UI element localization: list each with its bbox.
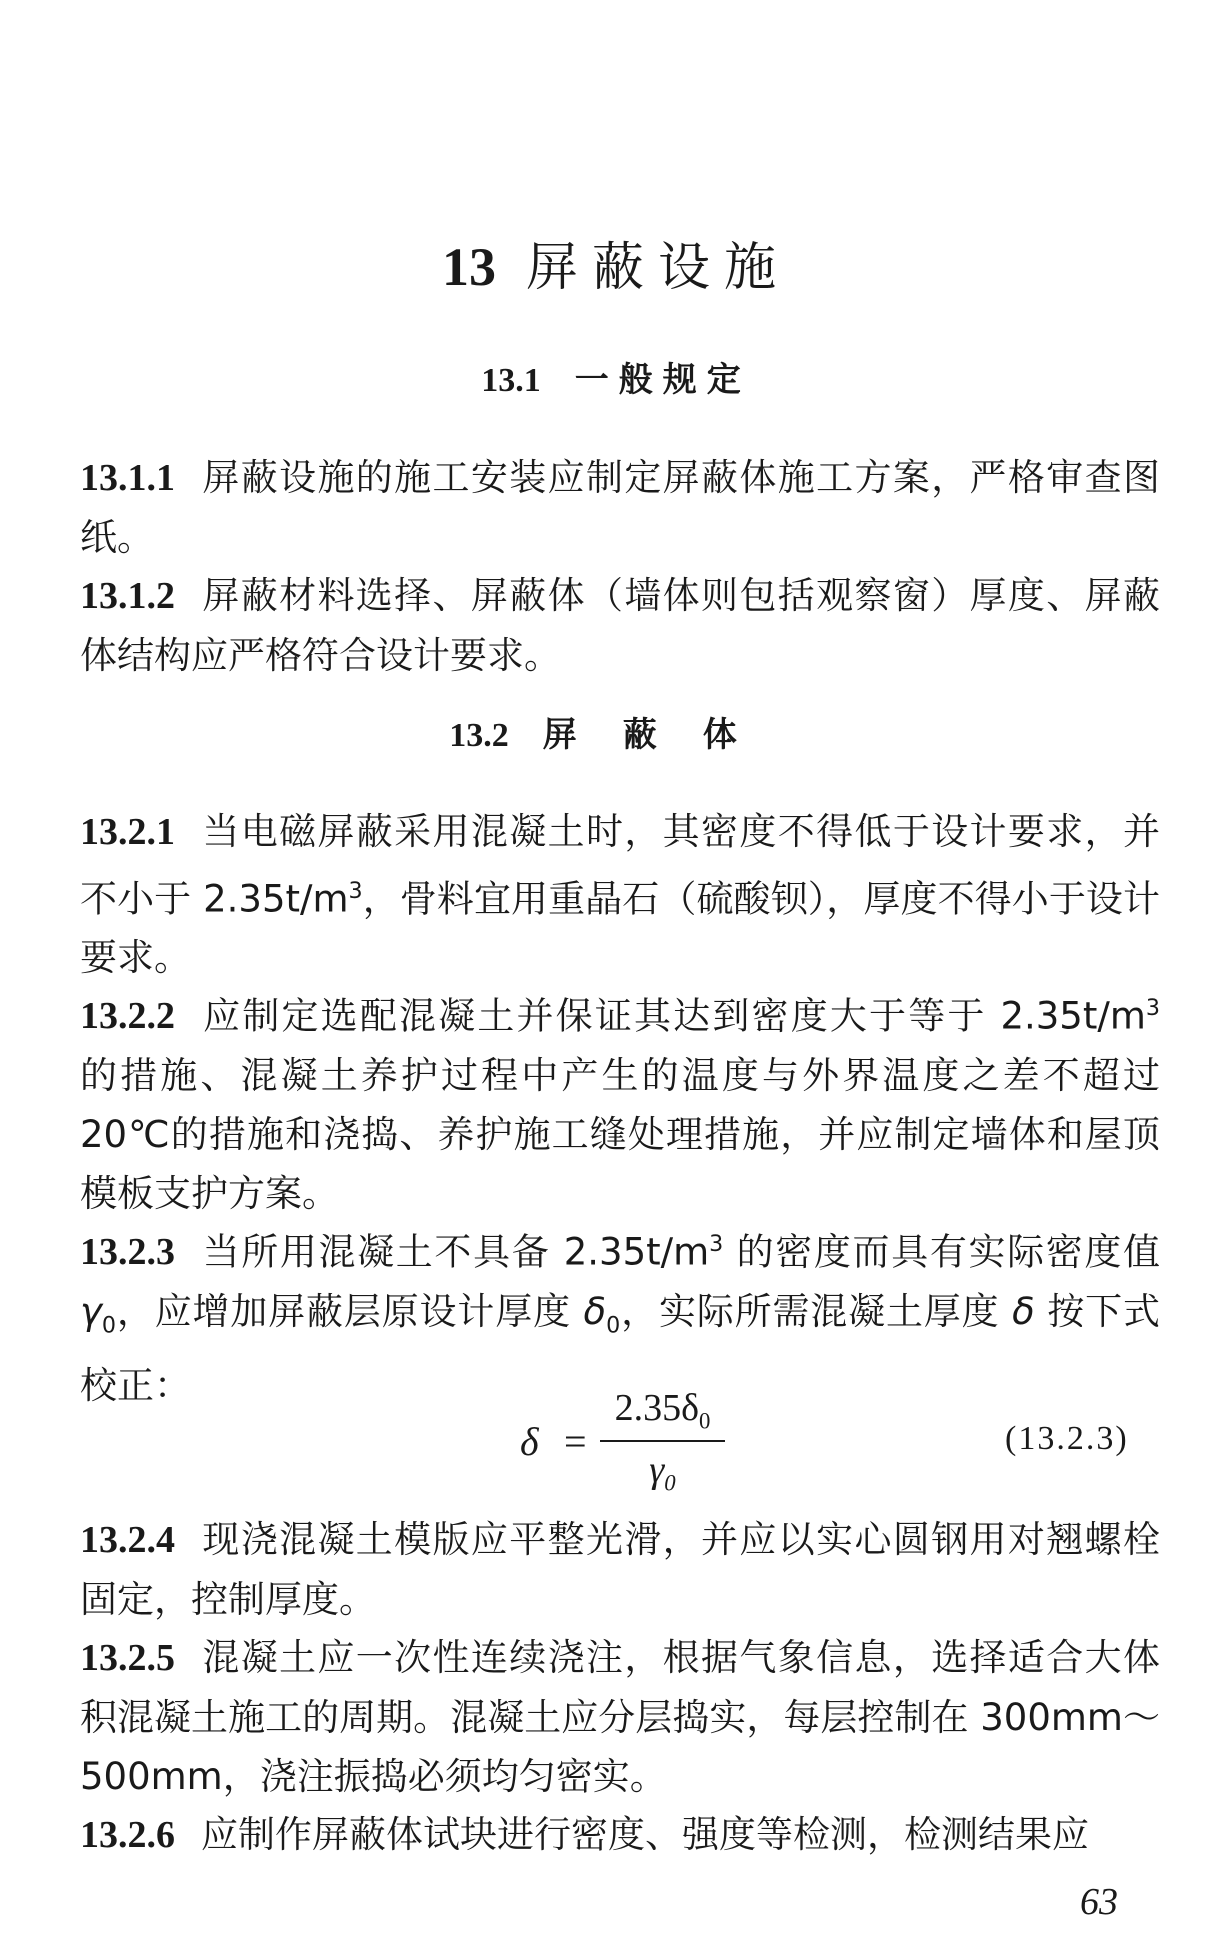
formula-number: (13.2.3) <box>1005 1420 1129 1457</box>
clause-number: 13.2.2 <box>80 995 175 1038</box>
clause-text: 屏蔽材料选择、屏蔽体（墙体则包括观察窗）厚度、屏蔽体结构应严格符合设计要求。 <box>80 574 1160 677</box>
clause-13-2-1 <box>80 802 1160 987</box>
clause-number: 13.2.1 <box>80 811 175 853</box>
section-title-13-1 <box>0 352 1232 401</box>
chapter-title-text: 屏蔽设施 <box>525 238 790 298</box>
clause-text: 应制定选配混凝土并保证其达到密度大于等于 2.35t/m <box>201 994 1146 1038</box>
subscript-zero: 0 <box>606 1312 621 1339</box>
subscript-zero: 0 <box>699 1408 711 1434</box>
chapter-title <box>0 225 1232 300</box>
clause-13-1-1 <box>80 448 1160 567</box>
clause-text: ，骨料宜用重晶石（硫酸钡），厚度不得小于设计要求。 <box>80 877 1160 980</box>
superscript-cube: 3 <box>348 878 363 904</box>
delta-symbol: δ <box>583 1290 607 1334</box>
section-title-13-2 <box>0 707 1232 756</box>
clause-text: ，实际所需混凝土厚度 <box>620 1290 1013 1334</box>
clause-text: 应制作屏蔽体试块进行密度、强度等检测，检测结果应 <box>201 1813 1089 1856</box>
gamma-symbol: γ <box>80 1290 102 1334</box>
formula-fraction <box>600 1386 725 1497</box>
clause-number: 13.1.1 <box>80 457 175 499</box>
subscript-zero: 0 <box>664 1470 676 1496</box>
clause-text: 屏蔽设施的施工安装应制定屏蔽体施工方案，严格审查图纸。 <box>80 456 1160 559</box>
formula-equals: = <box>564 1419 587 1464</box>
formula-13-2-3 <box>500 1386 1180 1506</box>
clause-text: 按下式校正： <box>80 1290 1161 1407</box>
clause-13-2-4 <box>80 1510 1160 1629</box>
clause-13-2-3 <box>80 1215 1160 1415</box>
section-number: 13.2 <box>449 717 509 754</box>
clause-text: ，应增加屏蔽层原设计厚度 <box>116 1290 584 1334</box>
clause-number: 13.2.4 <box>80 1519 175 1561</box>
clause-text: 混凝土应一次性连续浇注，根据气象信息，选择适合大体积混凝土施工的周期。混凝土应分层捣实，每层控制在 300mm～500mm，浇注振捣必须均匀密实。 <box>80 1636 1160 1798</box>
page-number: 63 <box>1080 1881 1118 1923</box>
clause-13-1-2 <box>80 566 1160 685</box>
clause-text: 当电磁屏蔽采用混凝土时，其密度不得低于设计要求，并不小于 2.35t/m <box>80 810 1160 921</box>
clause-13-2-5 <box>80 1628 1160 1806</box>
chapter-number: 13 <box>441 237 496 297</box>
fraction-bar <box>600 1440 725 1442</box>
section-number: 13.1 <box>481 362 541 399</box>
formula-lhs: δ <box>520 1419 539 1464</box>
clause-number: 13.2.6 <box>80 1814 175 1856</box>
clause-number: 13.2.5 <box>80 1637 175 1679</box>
clause-text: 现浇混凝土模版应平整光滑，并应以实心圆钢用对翘螺栓固定，控制厚度。 <box>80 1518 1160 1621</box>
section-title-text: 屏蔽体 <box>542 715 783 755</box>
formula-numerator <box>600 1386 725 1436</box>
section-title-text: 一般规定 <box>574 360 751 400</box>
clause-number: 13.2.3 <box>80 1231 175 1274</box>
clause-text: 的密度而具有实际密度值 <box>723 1230 1160 1274</box>
clause-text: 的措施、混凝土养护过程中产生的温度与外界温度之差不超过 20℃的措施和浇捣、养护施工缝处理措施，并应制定墙体和屋顶模板支护方案。 <box>80 1054 1160 1216</box>
subscript-zero: 0 <box>101 1312 117 1339</box>
clause-13-2-6 <box>80 1805 1160 1865</box>
clause-number: 13.1.2 <box>80 575 175 617</box>
denominator-text: γ <box>649 1449 665 1491</box>
clause-13-2-2 <box>80 979 1160 1223</box>
clause-text: 当所用混凝土不具备 2.35t/m <box>201 1230 710 1274</box>
formula-denominator <box>600 1448 725 1497</box>
numerator-text: 2.35δ <box>614 1387 699 1429</box>
superscript-cube: 3 <box>1145 995 1160 1021</box>
delta-symbol: δ <box>1012 1290 1035 1334</box>
superscript-cube: 3 <box>709 1231 724 1257</box>
